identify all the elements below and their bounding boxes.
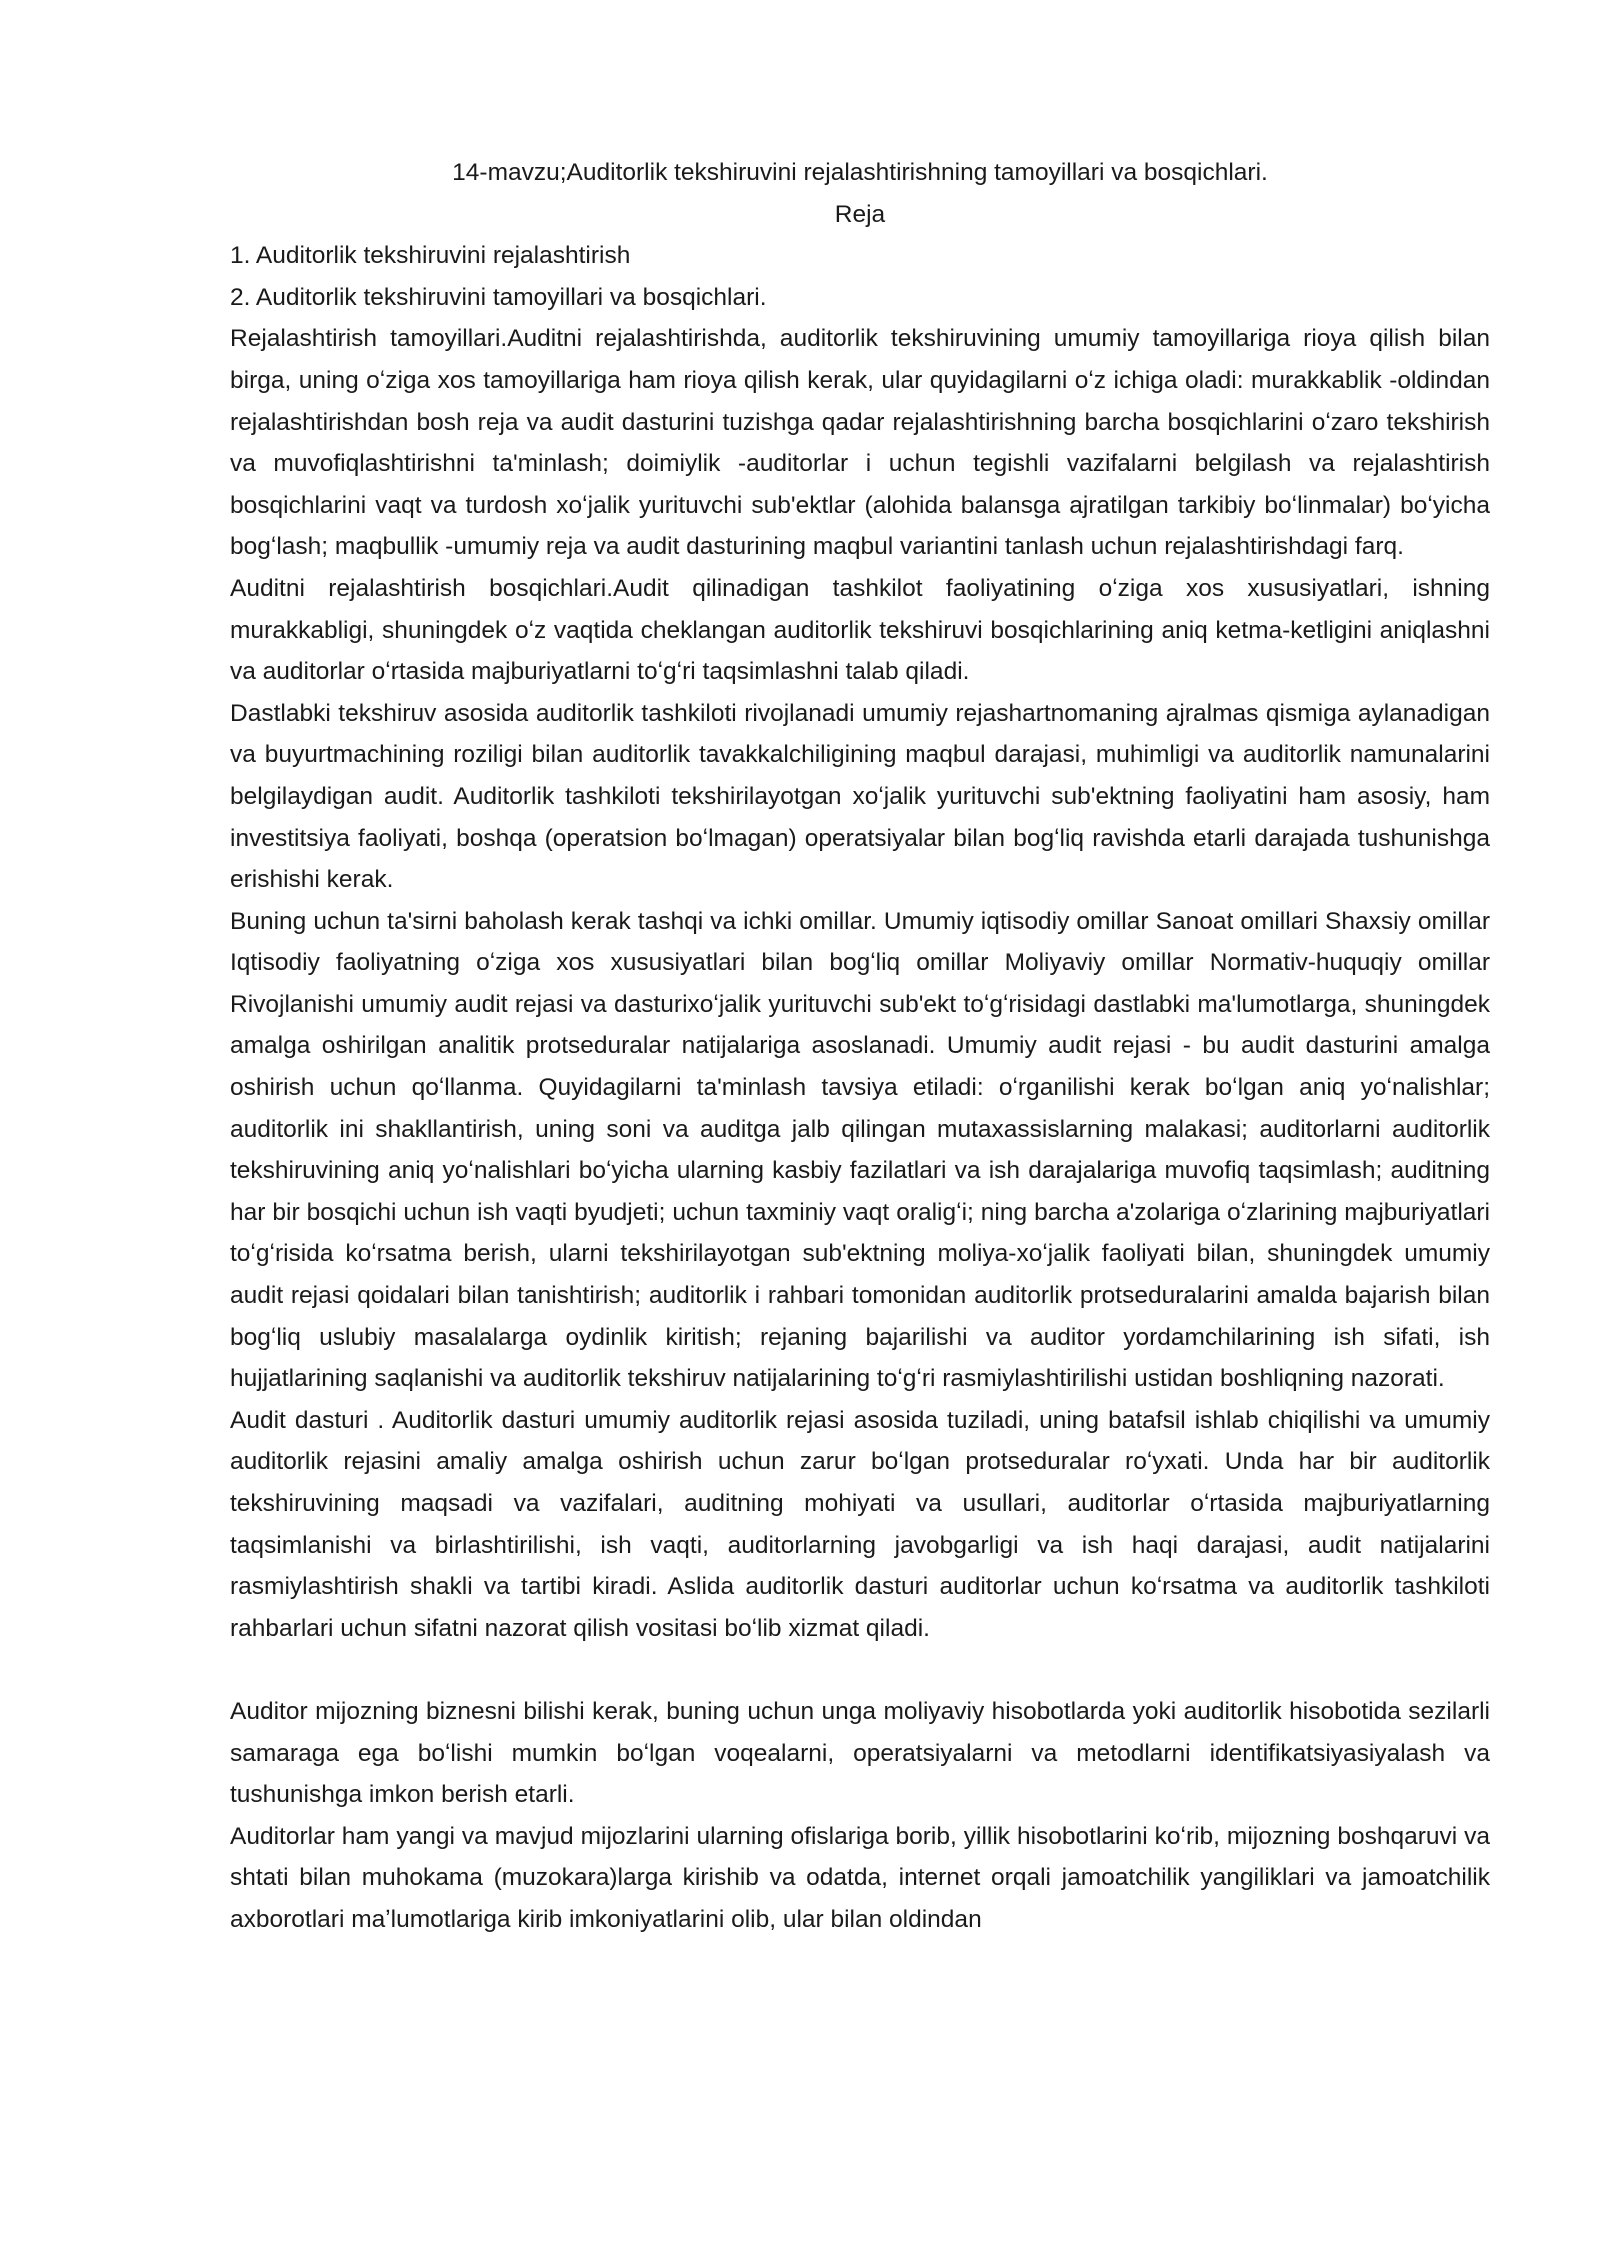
paragraph-auditors-clients: Auditorlar ham yangi va mavjud mijozlarini ularning ofislariga borib, yillik hisobotlarini koʻrib, mijozning boshqaruvi va shtati bilan muhokama (muzokara)larga kirishib va odatda, internet orqali jamoatchilik yangiliklari va jamoatchilik axborotlari maʼlumotlariga kirib imkoniyatlarini olib, ular bilan oldindan — [230, 1822, 1490, 1933]
paragraph-principles: Rejalashtirish tamoyillari.Auditni rejalashtirishda, auditorlik tekshiruvining umumiy tamoyillariga rioya qilish bilan birga, uning oʻziga xos tamoyillariga ham rioya qilish kerak, ular quyidagilarni oʻz ichiga oladi: murakkablik -oldindan rejalashtirishdan bosh reja va audit dasturini tuzishga qadar rejalashtirishning barcha bosqichlarini oʻzaro tekshirish va muvofiqlashtirishni ta'minlash; doimiylik -auditorlar i uchun tegishli vazifalarni belgilash va rejalashtirish bosqichlarini vaqt va turdosh xoʻjalik yurituvchi sub'ektlar (alohida balansga ajratilgan tarkibiy boʻlinmalar) boʻyicha bogʻlash; maqbullik -umumiy reja va audit dasturining maqbul variantini tanlash uchun rejalashtirishdagi farq. — [230, 325, 1490, 561]
plan-item: 1. Auditorlik tekshiruvini rejalashtirish — [230, 242, 631, 270]
paragraph-client-business: Auditor mijozning biznesni bilishi kerak, buning uchun unga moliyaviy hisobotlarda yoki auditorlik hisobotida sezilarli samaraga ega boʻlishi mumkin boʻlgan voqealarni, operatsiyalarni va metodlarni identifikatsiyasiyalash va tushunishga imkon berish etarli. — [230, 1697, 1490, 1809]
paragraph-audit-program: Audit dasturi . Auditorlik dasturi umumiy auditorlik rejasi asosida tuziladi, uning batafsil ishlab chiqilishi va umumiy auditorlik rejasini amaliy amalga oshirish uchun zarur boʻlgan protseduralar roʻyxati. Unda har bir auditorlik tekshiruvining maqsadi va vazifalari, auditning mohiyati va usullari, auditorlar oʻrtasida majburiyatlarning taqsimlanishi va birlashtirilishi, ish vaqti, auditorlarning javobgarligi va ish haqi darajasi, audit natijalarini rasmiylashtirish shakli va tartibi kiradi. Aslida auditorlik dasturi auditorlar uchun koʻrsatma va auditorlik tashkiloti rahbarlari uchun sifatni nazorat qilish vositasi boʻlib xizmat qiladi. — [230, 1406, 1490, 1642]
paragraph-factors: Buning uchun ta'sirni baholash kerak tashqi va ichki omillar. Umumiy iqtisodiy omillar Sanoat omillari Shaxsiy omillar Iqtisodiy faoliyatning oʻziga xos xususiyatlari bilan bogʻliq omillar Moliyaviy omillar Normativ-huquqiy omillar Rivojlanishi umumiy audit rejasi va dasturixoʻjalik yurituvchi sub'ekt toʻgʻrisidagi dastlabki ma'lumotlarga, shuningdek amalga oshirilgan analitik protseduralar natijalariga asoslanadi. Umumiy audit rejasi - bu audit dasturini amalga oshirish uchun qoʻllanma. Quyidagilarni ta'minlash tavsiya etiladi: oʻrganilishi kerak boʻlgan aniq yoʻnalishlar; auditorlik ini shakllantirish, uning soni va auditga jalb qilingan mutaxassislarning malakasi; auditorlarni auditorlik tekshiruvining aniq yoʻnalishlari boʻyicha ularning kasbiy fazilatlari va ish darajalariga muvofiq taqsimlash; auditning har bir bosqichi uchun ish vaqti byudjeti; uchun taxminiy vaqt oraligʻi; ning barcha a'zolariga oʻzlarining majburiyatlari toʻgʻrisida koʻrsatma berish, ularni tekshirilayotgan sub'ektning moliya-xoʻjalik faoliyati bilan, shuningdek umumiy audit rejasi qoidalari bilan tanishtirish; auditorlik i rahbari tomonidan auditorlik protseduralarini amalda bajarish bilan bogʻliq uslubiy masalalarga oydinlik kiritish; rejaning bajarilishi va auditor yordamchilarining ish sifati, ish hujjatlarining saqlanishi va auditorlik tekshiruv natijalarining toʻgʻri rasmiylashtirilishi ustidan boshliqning nazorati. — [230, 907, 1490, 1393]
paragraph-preliminary-review: Dastlabki tekshiruv asosida auditorlik tashkiloti rivojlanadi umumiy rejashartnomaning ajralmas qismiga aylanadigan va buyurtmachining roziligi bilan auditorlik tavakkalchiligining maqbul darajasi, muhimligi va auditorlik namunalarini belgilaydigan audit. Auditorlik tashkiloti tekshirilayotgan xoʻjalik yurituvchi sub'ektning faoliyatini ham asosiy, ham investitsiya faoliyati, boshqa (operatsion boʻlmagan) operatsiyalar bilan bogʻliq ravishda etarli darajada tushunishga erishishi kerak. — [230, 699, 1490, 894]
plan-item: 2. Auditorlik tekshiruvini tamoyillari va bosqichlari. — [230, 283, 767, 311]
document-body — [230, 152, 1490, 1941]
plan-heading: Reja — [834, 200, 886, 228]
document-title: 14-mavzu;Auditorlik tekshiruvini rejalashtirishning tamoyillari va bosqichlari. — [452, 159, 1268, 186]
paragraph-gap — [230, 1649, 1490, 1691]
paragraph-stages: Auditni rejalashtirish bosqichlari.Audit qilinadigan tashkilot faoliyatining oʻziga xos xususiyatlari, ishning murakkabligi, shuningdek oʻz vaqtida cheklangan auditorlik tekshiruvi bosqichlarining aniq ketma-ketligini aniqlashni va auditorlar oʻrtasida majburiyatlarni toʻgʻri taqsimlashni talab qiladi. — [230, 574, 1490, 686]
